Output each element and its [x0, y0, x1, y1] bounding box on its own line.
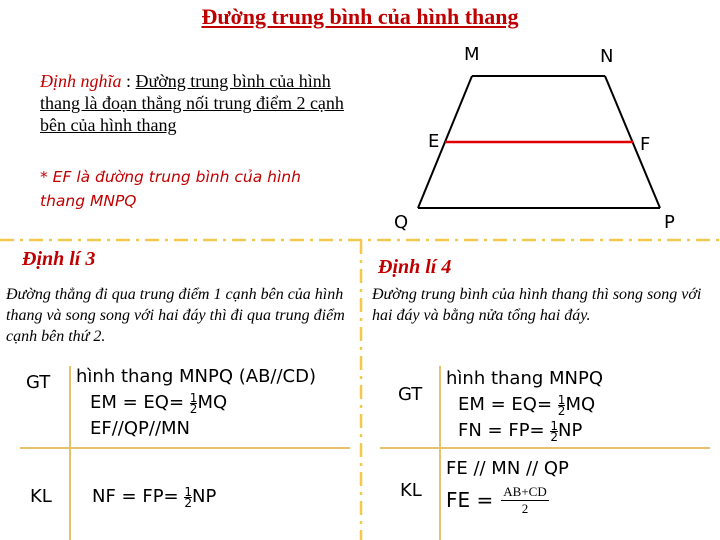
- theorem4-kl-line1: FE // MN // QP: [446, 458, 569, 479]
- definition-separator: :: [121, 71, 136, 91]
- theorem3-gt-line2: [90, 390, 227, 415]
- theorem3-title: Định lí 3: [22, 248, 96, 270]
- half-fraction: [550, 418, 559, 444]
- theorem4-gt-line3: [458, 418, 582, 443]
- theorem3-gt-line1: hình thang MNPQ (AB//CD): [76, 366, 317, 387]
- theorem3-gt-label: GT: [26, 372, 51, 393]
- half-num: 1: [557, 392, 566, 407]
- theorem4-gt-line2-prefix: EM = EQ=: [458, 394, 553, 415]
- half-num: 1: [184, 484, 193, 499]
- theorem4-kl-fe: FE =: [446, 488, 494, 512]
- theorem4-kl-num: AB+CD: [503, 484, 547, 499]
- point-e-label: E: [428, 131, 440, 152]
- half-den: 2: [189, 401, 198, 416]
- theorem4-kl-den: 2: [501, 500, 548, 517]
- point-m-label: M: [464, 44, 480, 65]
- page-title: Đường trung bình của hình thang: [201, 4, 519, 29]
- theorem4-kl-label: KL: [400, 480, 422, 501]
- half-fraction: [184, 484, 193, 510]
- theorem4-gt-line2-suffix: MQ: [565, 394, 596, 415]
- theorem3-kl-prefix: NF = FP=: [92, 486, 179, 507]
- theorem3-body: Đường thẳng đi qua trung điểm 1 cạnh bên của hình thang và song song với hai đáy thì đi qua trung điểm cạnh bên thứ 2.: [6, 286, 345, 345]
- theorem4-gt-line1: hình thang MNPQ: [446, 368, 604, 389]
- theorem4-body: Đường trung bình của hình thang thì song song với hai đáy và bằng nửa tổng hai đáy.: [372, 286, 702, 324]
- theorem4-title: Định lí 4: [378, 256, 452, 278]
- theorem4-kl-fraction: [501, 484, 548, 517]
- half-den: 2: [550, 429, 559, 444]
- theorem3-kl-line: [92, 484, 216, 509]
- theorem3-gt-line2-suffix: MQ: [197, 392, 228, 413]
- theorem4-gt-line2: [458, 392, 595, 417]
- definition-label: Định nghĩa: [40, 71, 122, 91]
- theorem3-gt-line2-prefix: EM = EQ=: [90, 392, 185, 413]
- point-q-label: Q: [394, 212, 409, 233]
- theorem4-kl-formula: [446, 484, 549, 517]
- point-f-label: F: [640, 134, 651, 155]
- theorem4-gt-label: GT: [398, 384, 423, 405]
- midline-note: * EF là đường trung bình của hình thang MNPQ: [40, 168, 301, 210]
- theorem3-kl-suffix: NP: [192, 486, 217, 507]
- definition-text: Đường trung bình của hình thang là đoạn thẳng nối trung điểm 2 cạnh bên của hình thang: [40, 71, 344, 135]
- theorem4-gt-line3-suffix: NP: [558, 420, 583, 441]
- theorem3-kl-label: KL: [30, 486, 52, 507]
- half-num: 1: [189, 390, 198, 405]
- theorem3-gt-line3: EF//QP//MN: [90, 418, 191, 439]
- half-den: 2: [184, 495, 193, 510]
- half-num: 1: [550, 418, 559, 433]
- point-p-label: P: [664, 212, 675, 233]
- theorem4-gt-line3-prefix: FN = FP=: [458, 420, 545, 441]
- point-n-label: N: [600, 46, 614, 67]
- half-den: 2: [557, 403, 566, 418]
